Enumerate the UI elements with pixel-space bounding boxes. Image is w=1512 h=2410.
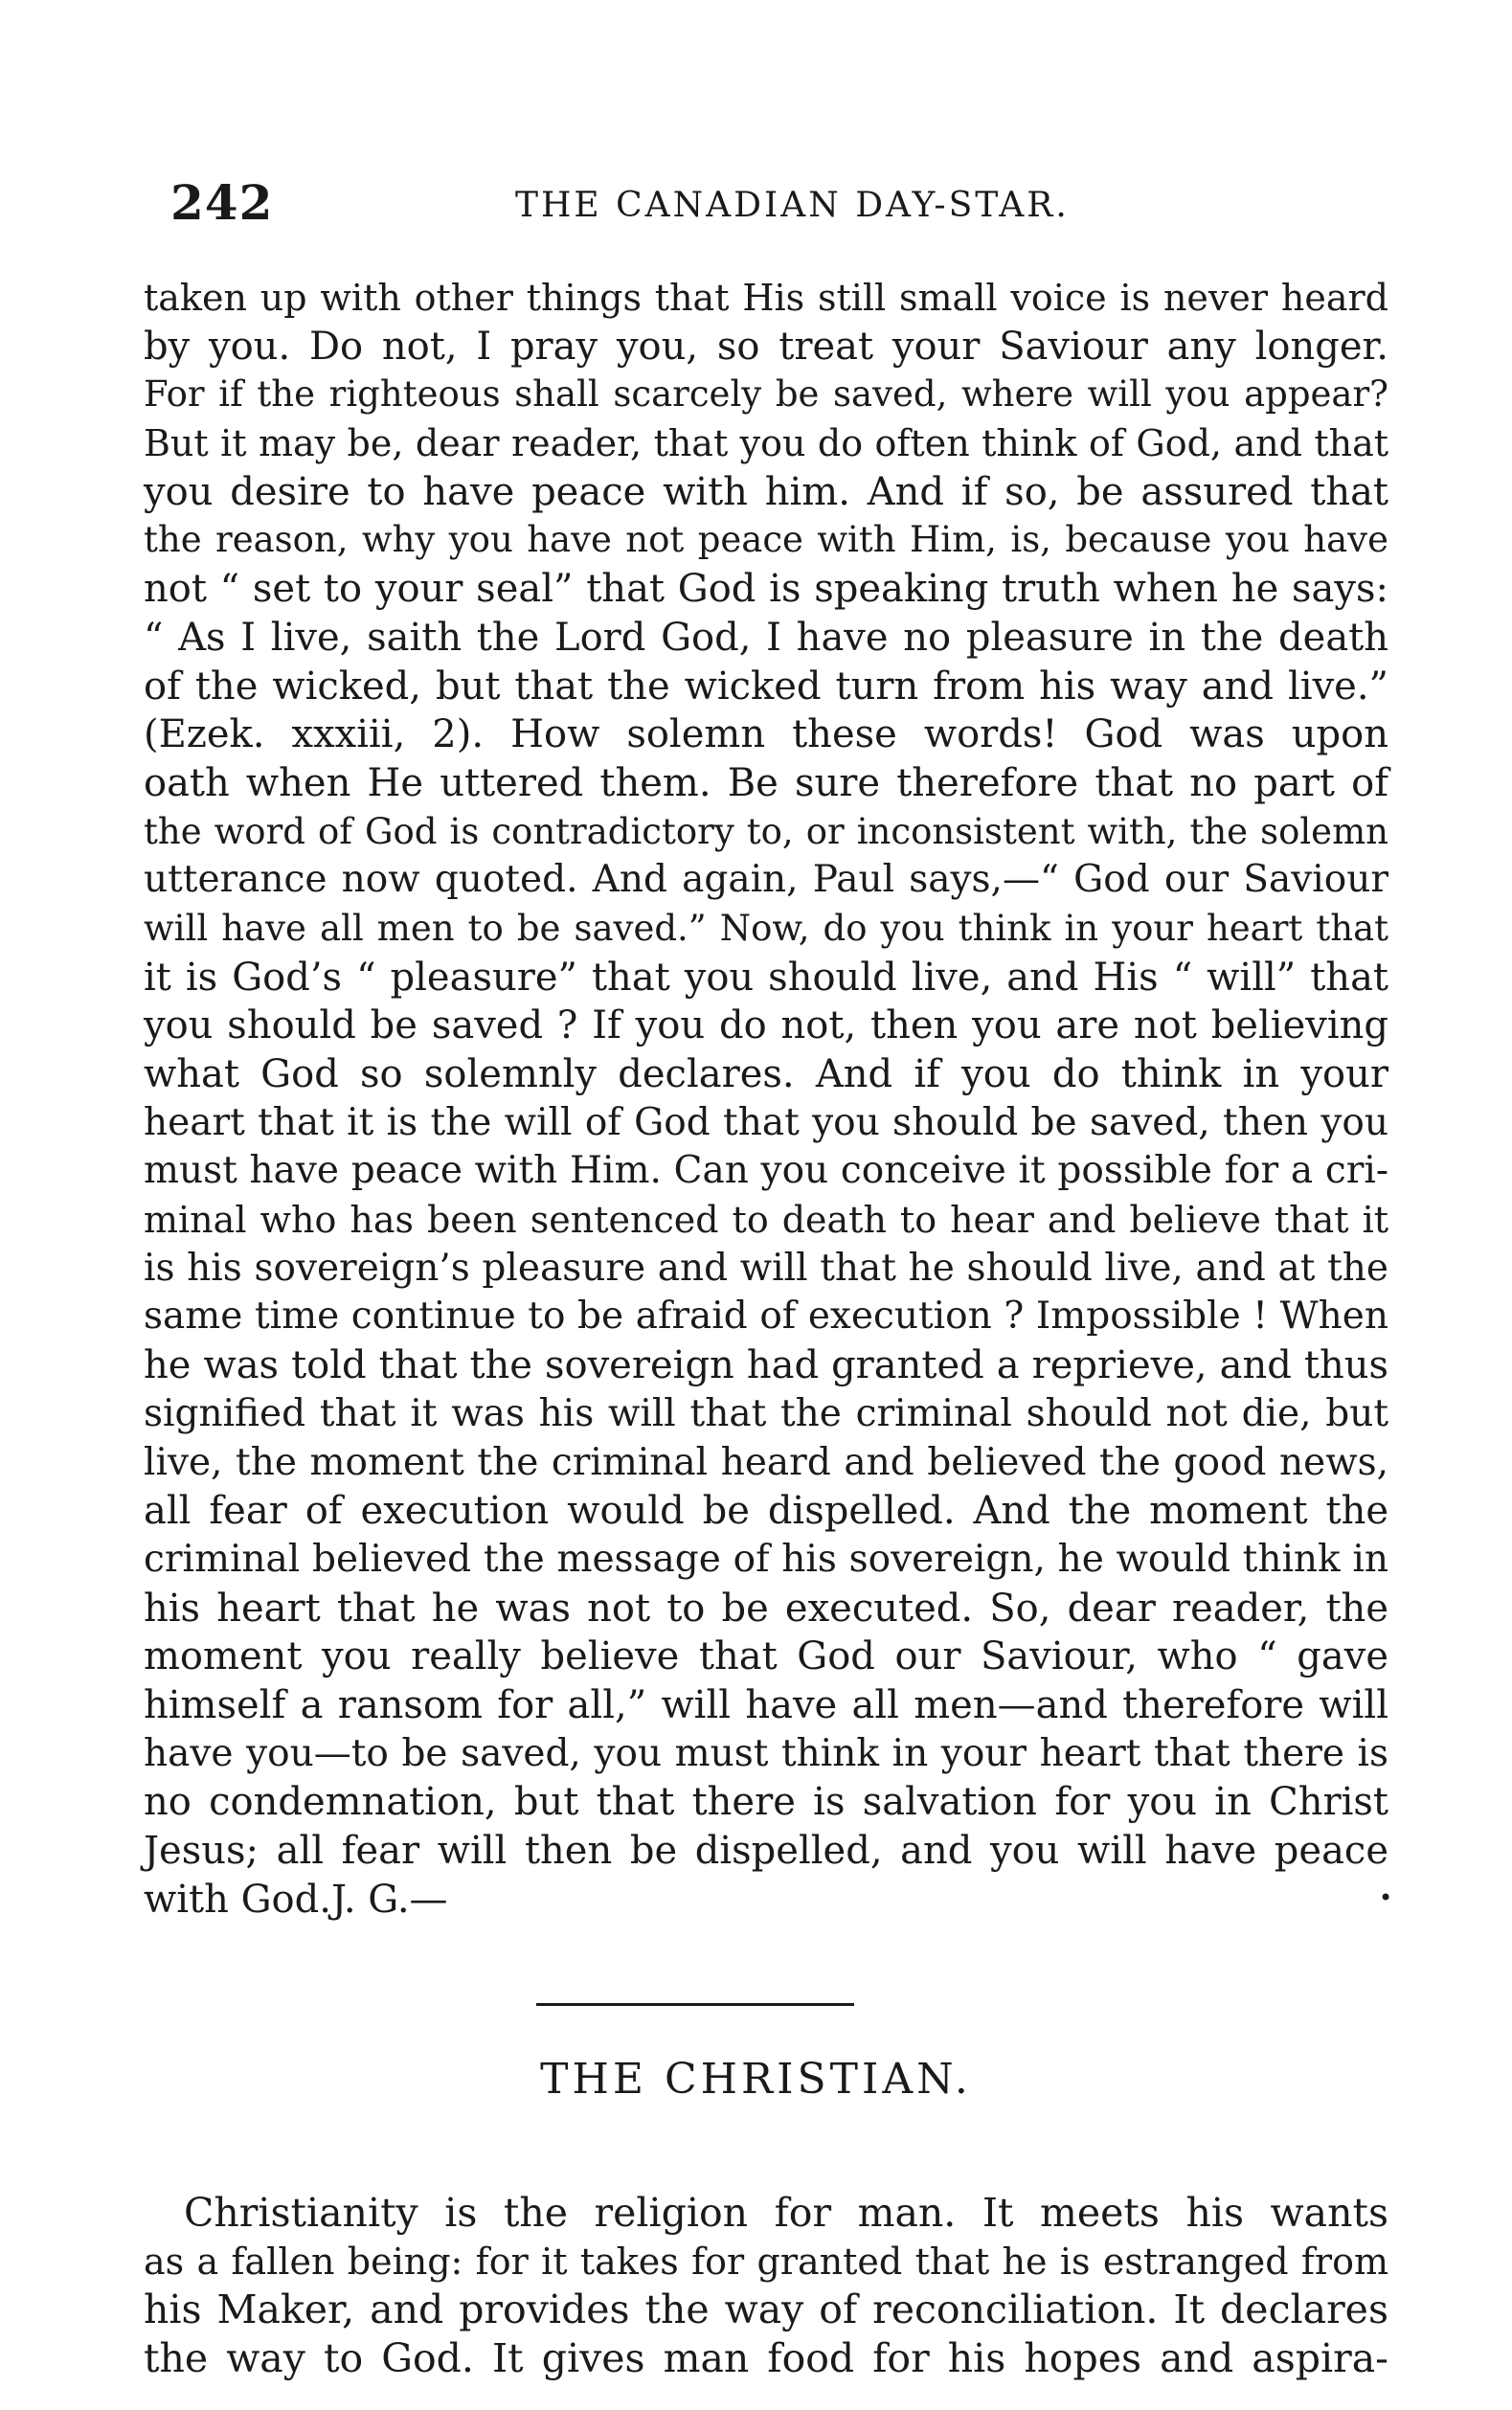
text-line: heart that it is the will of God that you should be saved, then you: [144, 1100, 1388, 1144]
text-line: taken up with other things that His still small voice is never heard: [144, 277, 1388, 319]
text-line: criminal believed the message of his sovereign, he would think in: [144, 1537, 1388, 1581]
text-line: the reason, why you have not peace with Him, is, because you have: [144, 519, 1388, 561]
text-line: he was told that the sovereign had granted a reprieve, and thus: [144, 1343, 1388, 1388]
text-line: by you. Do not, I pray you, so treat your Saviour any longer.: [144, 324, 1388, 369]
text-line: the word of God is contradictory to, or inconsistent with, the solemn: [144, 810, 1388, 852]
article-body: [144, 274, 1388, 1924]
text-line: For if the righteous shall scarcely be saved, where will you appear?: [144, 373, 1388, 416]
text-line: “ As I live, saith the Lord God, I have no pleasure in the death: [144, 615, 1388, 660]
text-line: minal who has been sentenced to death to hear and believe that it: [144, 1199, 1388, 1242]
text-line: no condemnation, but that there is salvation for you in Christ: [144, 1780, 1388, 1825]
text-line: oath when He uttered them. Be sure therefore that no part of: [144, 760, 1388, 805]
section-body: [144, 2189, 1388, 2383]
text-line: will have all men to be saved.” Now, do you think in your heart that: [144, 907, 1388, 949]
text-line: Jesus; all fear will then be dispelled, and you will have peace: [144, 1829, 1388, 1873]
text-line: But it may be, dear reader, that you do often think of God, and that: [144, 422, 1388, 465]
page-header: [170, 174, 1396, 241]
text-line: is his sovereign’s pleasure and will that he should live, and at the: [144, 1246, 1388, 1290]
section-divider: [536, 2003, 854, 2006]
text-line: same time continue to be afraid of execution ? Impossible ! When: [144, 1295, 1388, 1339]
section-title: THE CHRISTIAN.: [540, 2055, 972, 2104]
text-line: as a fallen being: for it takes for granted that he is estranged from: [144, 2240, 1388, 2283]
ornament-dot: •: [1379, 1884, 1393, 1911]
text-line: what God so solemnly declares. And if you do think in your: [144, 1052, 1388, 1096]
text-line: you should be saved ? If you do not, then you are not believing: [144, 1003, 1388, 1048]
text-line: (Ezek. xxxiii, 2). How solemn these words! God was upon: [144, 712, 1388, 757]
text-line: it is God’s “ pleasure” that you should live, and His “ will” that: [144, 955, 1388, 1000]
text-line: with God.J. G.—: [144, 1877, 448, 1922]
text-line: of the wicked, but that the wicked turn from his way and live.”: [144, 664, 1388, 709]
text-line: his heart that he was not to be executed. So, dear reader, the: [144, 1586, 1388, 1631]
text-line: you desire to have peace with him. And if so, be assured that: [144, 469, 1388, 514]
text-line: his Maker, and provides the way of reconciliation. It declares: [144, 2286, 1388, 2333]
text-line: have you—to be saved, you must think in your heart that there is: [144, 1731, 1388, 1775]
page-number: 242: [170, 174, 274, 231]
text-line: Christianity is the religion for man. It meets his wants: [184, 2190, 1388, 2236]
text-line: himself a ransom for all,” will have all men—and therefore will: [144, 1682, 1388, 1727]
text-line: must have peace with Him. Can you conceive it possible for a cri-: [144, 1149, 1388, 1193]
text-line: not “ set to your seal” that God is speaking truth when he says:: [144, 567, 1388, 612]
text-line: signified that it was his will that the criminal should not die, but: [144, 1391, 1388, 1435]
text-line: live, the moment the criminal heard and believed the good news,: [144, 1440, 1388, 1484]
text-line: all fear of execution would be dispelled. And the moment the: [144, 1489, 1388, 1534]
running-title: THE CANADIAN DAY-STAR.: [515, 186, 1070, 225]
text-line: utterance now quoted. And again, Paul says,—“ God our Saviour: [144, 858, 1388, 902]
text-line: the way to God. It gives man food for his hopes and aspira-: [144, 2335, 1388, 2382]
text-line: moment you really believe that God our Saviour, who “ gave: [144, 1634, 1388, 1679]
